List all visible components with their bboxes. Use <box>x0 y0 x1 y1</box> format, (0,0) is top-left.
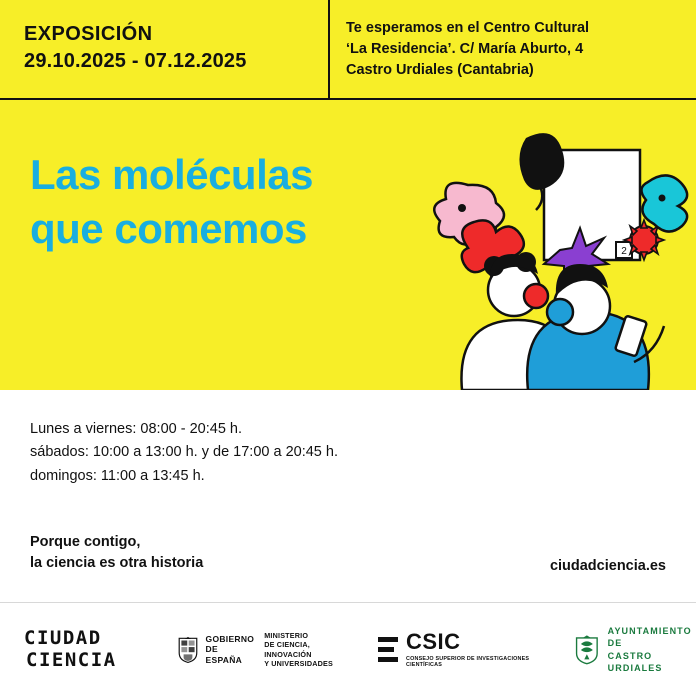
page-title <box>30 148 313 256</box>
venue-info <box>330 0 696 98</box>
csic-acronym: CSIC <box>406 629 461 654</box>
frame-number-label: 2 <box>621 246 627 257</box>
ministerio-line-1: MINISTERIO <box>264 631 309 641</box>
info-section <box>0 390 696 602</box>
title-line-1: Las moléculas <box>30 151 313 198</box>
ministerio-line-3: Y UNIVERSIDADES <box>264 658 333 668</box>
exhibition-label: EXPOSICIÓN <box>24 23 153 45</box>
venue-line-3: Castro Urdiales (Cantabria) <box>346 62 534 79</box>
ayuntamiento-line-2: CASTRO URDIALES <box>607 650 663 673</box>
cyan-dot-icon <box>659 195 666 202</box>
ayuntamiento-shield-icon <box>574 633 600 667</box>
hours-line-1: Lunes a viernes: 08:00 - 20:45 h. <box>30 421 243 437</box>
top-bar <box>0 0 696 100</box>
logo-ciudad-ciencia <box>0 628 117 671</box>
cyan-molecule-icon <box>641 175 687 231</box>
coat-of-arms-icon <box>177 632 199 668</box>
gobierno-line-2: DE ESPAÑA <box>205 644 243 665</box>
csic-full-name: CONSEJO SUPERIOR DE INVESTIGACIONES CIENTÍFICAS <box>406 656 530 668</box>
headphone-icon <box>547 299 573 325</box>
footer-logos <box>0 602 696 696</box>
ciudad-ciencia-line-2: CIENCIA <box>26 648 117 671</box>
hero-section <box>0 100 696 390</box>
illustration <box>376 100 696 390</box>
website-link[interactable]: ciudadciencia.es <box>549 558 666 574</box>
venue-line-1: Te esperamos en el Centro Cultural <box>346 20 590 36</box>
exhibition-dates: 29.10.2025 - 07.12.2025 <box>24 50 247 72</box>
hours-line-2: sábados: 10:00 a 13:00 h. y de 17:00 a 20:45 h. <box>30 444 338 461</box>
slogan-line-1: Porque contigo, <box>30 533 141 550</box>
pink-dot-icon <box>458 204 466 212</box>
slogan-line-2: la ciencia es otra historia <box>30 554 204 571</box>
logo-ayuntamiento <box>574 625 696 674</box>
logo-csic <box>378 631 530 668</box>
headphone-icon <box>524 284 548 308</box>
hours-line-3: domingos: 11:00 a 13:45 h. <box>30 467 205 484</box>
visitor-front-figure <box>527 264 664 390</box>
gobierno-line-1: GOBIERNO <box>205 634 255 645</box>
slogan <box>30 532 203 574</box>
ministerio-line-2: DE CIENCIA, INNOVACIÓN <box>264 640 312 659</box>
opening-hours <box>30 418 666 488</box>
venue-line-2: ‘La Residencia’. C/ María Aburto, 4 <box>346 41 584 58</box>
exhibition-info <box>0 0 330 98</box>
ayuntamiento-line-1: AYUNTAMIENTO DE <box>607 626 692 649</box>
logo-gobierno-de-espana <box>177 631 334 668</box>
logo-ministerio <box>264 631 334 668</box>
csic-mark-icon <box>378 637 398 663</box>
ciudad-ciencia-line-1: CIUDAD <box>24 627 102 650</box>
title-line-2: que comemos <box>30 204 307 252</box>
